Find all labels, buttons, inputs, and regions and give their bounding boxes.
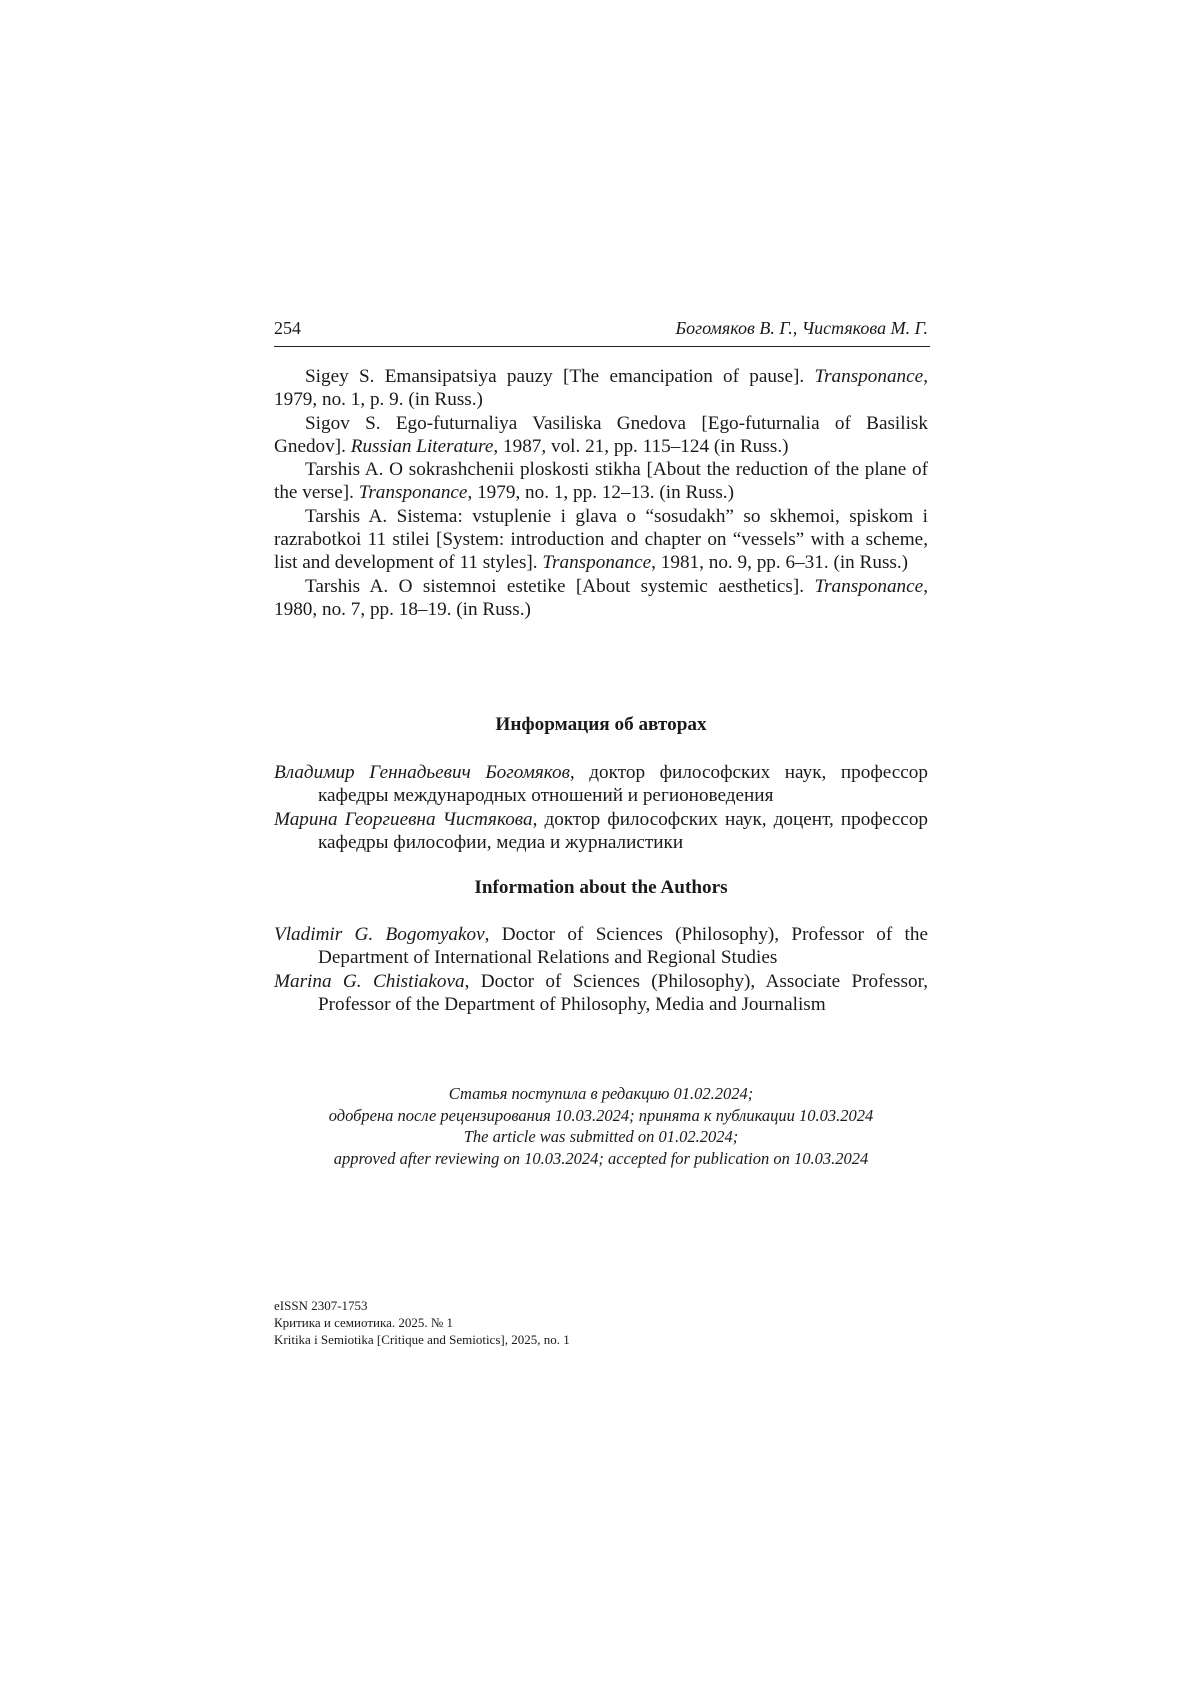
journal-ru: Критика и семиотика. 2025. № 1 xyxy=(274,1314,570,1331)
authors-ru-list xyxy=(274,761,928,854)
page-header xyxy=(274,318,930,347)
reference-text: Tarshis A. O sistemnoi estetike [About systemic aesthetics]. xyxy=(305,576,814,597)
reference-text: Tarshis A. O sokrashchenii ploskosti stikha [About the reduction of the plane of the verse]. xyxy=(274,459,928,503)
author-name: Владимир Геннадьевич Богомяков xyxy=(274,762,570,783)
author-name: Vladimir G. Bogomyakov xyxy=(274,924,485,945)
author-entry xyxy=(274,970,928,1017)
reference-item xyxy=(274,365,928,412)
author-description: , Doctor of Sciences (Philosophy), Professor of the Department of International Relations and Regional Studies xyxy=(318,924,928,968)
author-name: Marina G. Chistiakova xyxy=(274,971,465,992)
reference-item xyxy=(274,412,928,459)
reference-item xyxy=(274,575,928,622)
authors-en-heading: Information about the Authors xyxy=(274,877,928,899)
reference-item xyxy=(274,458,928,505)
reference-journal: Transponance xyxy=(814,576,923,597)
journal-en: Kritika i Semiotika [Critique and Semiotics], 2025, no. 1 xyxy=(274,1331,570,1348)
author-description: , доктор философских наук, профессор кафедры международных отношений и регионоведения xyxy=(318,762,928,806)
date-line: The article was submitted on 01.02.2024; xyxy=(274,1126,928,1148)
page-number: 254 xyxy=(274,318,301,339)
author-entry xyxy=(274,808,928,855)
reference-details: , 1987, vol. 21, pp. 115–124 (in Russ.) xyxy=(493,436,788,457)
reference-details: , 1981, no. 9, pp. 6–31. (in Russ.) xyxy=(651,552,908,573)
author-name: Марина Георгиевна Чистякова xyxy=(274,809,533,830)
reference-journal: Transponance xyxy=(542,552,651,573)
author-description: , Doctor of Sciences (Philosophy), Associate Professor, Professor of the Department of Philosophy, Media and Journalism xyxy=(318,971,928,1015)
authors-ru-heading: Информация об авторах xyxy=(274,714,928,736)
article-dates xyxy=(274,1083,928,1169)
author-description: , доктор философских наук, доцент, про­фессор кафедры философии, медиа и журналистики xyxy=(318,809,928,853)
author-entry xyxy=(274,761,928,808)
authors-en-list xyxy=(274,923,928,1016)
reference-text: Tarshis A. Sistema: vstuplenie i glava o “sosudakh” so skhemoi, spiskom i razrabotkoi 11 stilei [System: introduction and chapter on “vessels” with a scheme, list and development of 11 styles]. xyxy=(274,506,928,574)
running-title: Богомяков В. Г., Чистякова М. Г. xyxy=(675,318,928,339)
reference-item xyxy=(274,505,928,575)
date-line: одобрена после рецензирования 10.03.2024; принята к публикации 10.03.2024 xyxy=(274,1105,928,1127)
reference-details: , 1979, no. 1, pp. 12–13. (in Russ.) xyxy=(467,482,734,503)
reference-text: Sigey S. Emansipatsiya pauzy [The emancipation of pause]. xyxy=(305,366,814,387)
reference-journal: Transponance xyxy=(814,366,923,387)
author-entry xyxy=(274,923,928,970)
reference-journal: Russian Literature xyxy=(351,436,494,457)
issn: eISSN 2307-1753 xyxy=(274,1297,570,1314)
date-line: Статья поступила в редакцию 01.02.2024; xyxy=(274,1083,928,1105)
page-footer xyxy=(274,1297,570,1348)
reference-text: Sigov S. Ego-futurnaliya Vasiliska Gnedova [Ego-futurnalia of Basilisk Gnedov]. xyxy=(274,413,928,457)
reference-list xyxy=(274,365,928,621)
date-line: approved after reviewing on 10.03.2024; accepted for publication on 10.03.2024 xyxy=(274,1148,928,1170)
reference-journal: Transponance xyxy=(359,482,468,503)
reference-details: , 1980, no. 7, pp. 18–19. (in Russ.) xyxy=(274,576,928,620)
reference-details: , 1979, no. 1, p. 9. (in Russ.) xyxy=(274,366,928,410)
